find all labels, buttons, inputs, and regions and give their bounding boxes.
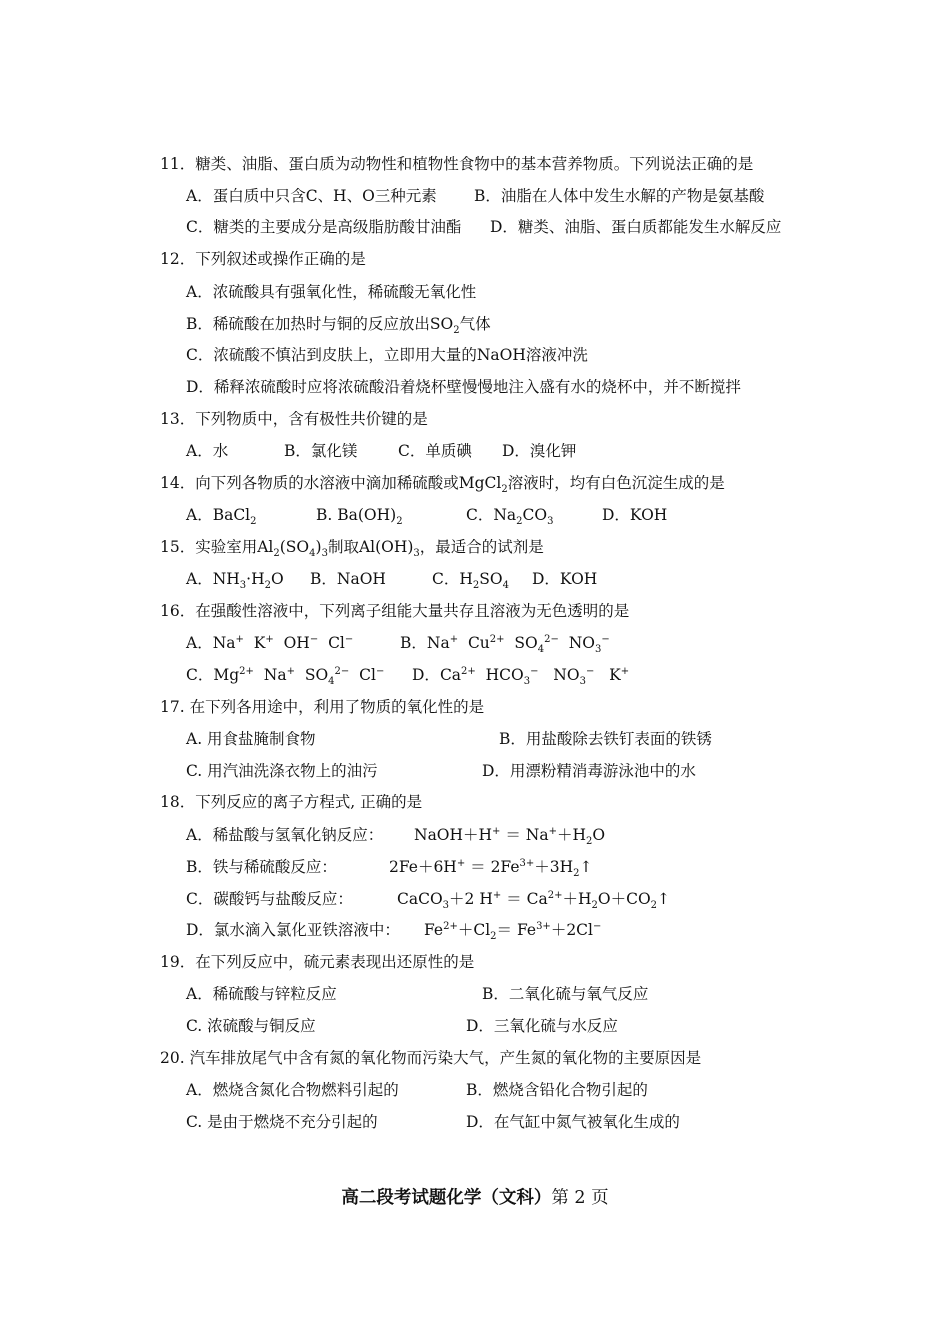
- q16-option-d: D．$Ca^{2+}$ $HCO_3^-$ $NO_3^-$ K+: [412, 665, 630, 688]
- q20-stem: 20. 汽车排放尾气中含有氮的氧化物而污染大气，产生氮的氧化物的主要原因是: [160, 1049, 702, 1067]
- q15-option-d: D．KOH: [532, 570, 598, 588]
- q11-options-ab: [186, 185, 764, 207]
- q19-options-cd: [186, 1015, 618, 1037]
- q16-option-c: C．$Mg^{2+}$ Na+ $SO_4^{2-}$ Cl−: [186, 665, 385, 688]
- q19-option-b: B．二氧化硫与氧气反应: [482, 985, 649, 1003]
- q15-stem: 15．实验室用$Al_2(SO_4)_3$制取$Al(OH)_3$，最适合的试剂是: [160, 538, 544, 560]
- q19-option-c: C. 浓硫酸与铜反应: [186, 1017, 316, 1035]
- q11-option-b: B．油脂在人体中发生水解的产物是氨基酸: [474, 187, 765, 205]
- q18-stem: 18．下列反应的离子方程式, 正确的是: [160, 793, 423, 811]
- q14-stem: 14．向下列各物质的水溶液中滴加稀硫酸或MgCl$_2$溶液时，均有白色沉淀生成的是: [160, 474, 725, 496]
- q14-option-b: B. $Ba(OH)_2$: [316, 506, 403, 528]
- q18-option-d: D．氯水滴入氯化亚铁溶液中： $Fe^{2+}+Cl_2= Fe^{3+}+2Cl^-$: [186, 920, 602, 943]
- q19-stem: 19．在下列反应中，硫元素表现出还原性的是: [160, 953, 475, 971]
- q17-option-b: B．用盐酸除去铁钉表面的铁锈: [499, 730, 712, 748]
- q14-option-a: A．BaCl$_2$: [186, 506, 257, 528]
- q13-option-d: D．溴化钾: [502, 442, 577, 460]
- q16-option-a: A．Na+ K+ OH− Cl−: [186, 633, 354, 652]
- q17-stem: 17. 在下列各用途中，利用了物质的氧化性的是: [160, 698, 485, 716]
- q17-option-d: D．用漂粉精消毒游泳池中的水: [482, 762, 696, 780]
- q20-option-c: C. 是由于燃烧不充分引起的: [186, 1113, 378, 1131]
- q16-options-cd: [186, 664, 629, 686]
- q14-option-c: C．$Na_2CO_3$: [466, 506, 554, 528]
- q20-option-a: A．燃烧含氮化合物燃料引起的: [186, 1081, 399, 1099]
- q16-options-ab: [186, 632, 610, 654]
- page-footer: [0, 1186, 950, 1210]
- q20-option-b: B．燃烧含铅化合物引起的: [466, 1081, 648, 1099]
- q14-option-d: D．KOH: [602, 506, 668, 524]
- footer-title: 高二段考试题化学（文科）: [341, 1188, 552, 1208]
- q20-options-ab: [186, 1079, 648, 1101]
- q15-option-c: C．$H_2SO_4$: [432, 570, 509, 592]
- q20-options-cd: [186, 1111, 680, 1133]
- q11-option-c: C．糖类的主要成分是高级脂肪酸甘油酯: [186, 218, 462, 236]
- q13-option-b: B．氯化镁: [284, 442, 358, 460]
- q15-option-b: B．NaOH: [310, 570, 386, 588]
- q11-stem: 11．糖类、油脂、蛋白质为动物性和植物性食物中的基本营养物质。下列说法正确的是: [160, 155, 754, 173]
- q17-option-c: C. 用汽油洗涤衣物上的油污: [186, 762, 378, 780]
- q17-option-a: A. 用食盐腌制食物: [186, 730, 316, 748]
- q13-options: [186, 440, 576, 462]
- q18-option-c: C．碳酸钙与盐酸反应： CaCO$_3$＋2 $H^+ = Ca^{2+}+H_2O+CO_2↑$: [186, 889, 671, 912]
- q15-options: [186, 568, 597, 590]
- q13-option-c: C．单质碘: [398, 442, 472, 460]
- q19-option-d: D．三氧化硫与水反应: [466, 1017, 618, 1035]
- q11-option-a: A．蛋白质中只含C、H、O三种元素: [186, 187, 437, 205]
- q12-option-c: C．浓硫酸不慎沾到皮肤上，立即用大量的NaOH溶液冲洗: [186, 346, 588, 364]
- q15-option-a: A．$NH_3\cdot H_2O$: [186, 570, 284, 592]
- q19-option-a: A．稀硫酸与锌粒反应: [186, 985, 337, 1003]
- q12-option-a: A．浓硫酸具有强氧化性，稀硫酸无氧化性: [186, 283, 477, 301]
- q12-stem: 12．下列叙述或操作正确的是: [160, 250, 366, 268]
- footer-page-number: 第 2 页: [551, 1188, 609, 1208]
- q16-stem: 16．在强酸性溶液中，下列离子组能大量共存且溶液为无色透明的是: [160, 602, 630, 620]
- q18-option-b: B．铁与稀硫酸反应： $2Fe+6H^+ = 2Fe^{3+}+3H_2↑$: [186, 857, 593, 880]
- q12-option-d: D．稀释浓硫酸时应将浓硫酸沿着烧杯壁慢慢地注入盛有水的烧杯中，并不断搅拌: [186, 378, 741, 396]
- q13-stem: 13．下列物质中，含有极性共价键的是: [160, 410, 428, 428]
- q11-options-cd: [186, 216, 781, 238]
- q14-options: [186, 504, 667, 526]
- q12-option-b: B．稀硫酸在加热时与铜的反应放出$SO_2$气体: [186, 315, 491, 337]
- q19-options-ab: [186, 983, 648, 1005]
- q13-option-a: A．水: [186, 442, 229, 460]
- q18-option-a: A．稀盐酸与氢氧化钠反应： NaOH＋H+ ＝ $Na^++H_2O$: [186, 825, 606, 848]
- q11-option-d: D．糖类、油脂、蛋白质都能发生水解反应: [490, 218, 782, 236]
- q17-options-cd: [186, 760, 696, 782]
- q16-option-b: B．Na+ $Cu^{2+}$ $SO_4^{2-}$ $NO_3^-$: [400, 633, 610, 656]
- q20-option-d: D．在气缸中氮气被氧化生成的: [466, 1113, 680, 1131]
- q17-options-ab: [186, 728, 712, 750]
